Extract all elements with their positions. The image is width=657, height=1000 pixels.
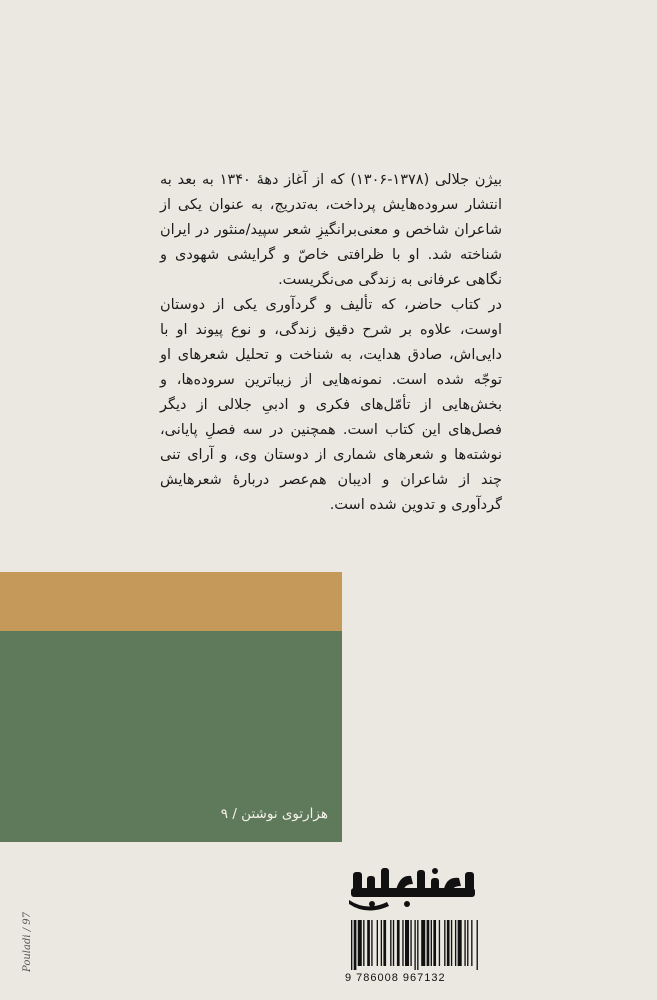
barcode-bar <box>390 920 391 966</box>
barcode-bars <box>345 920 530 970</box>
barcode-bar <box>458 920 462 966</box>
designer-signature <box>8 880 33 975</box>
barcode-bar <box>433 920 436 966</box>
barcode-bar <box>467 920 468 966</box>
isbn-barcode <box>345 920 530 978</box>
barcode-bar <box>354 920 357 970</box>
barcode-bar <box>417 920 418 970</box>
orange-color-band <box>0 572 342 631</box>
barcode-bar <box>421 920 425 966</box>
barcode-bar <box>405 920 409 966</box>
barcode-bar <box>410 920 411 966</box>
barcode-bar <box>397 920 400 966</box>
barcode-bar <box>377 920 378 966</box>
isbn-number: 9 786008 967132 <box>345 972 446 984</box>
barcode-bar <box>351 920 352 970</box>
barcode-bar <box>439 920 440 966</box>
barcode-bar <box>427 920 430 966</box>
barcode-bar <box>383 920 386 966</box>
barcode-bar <box>451 920 452 966</box>
barcode-bar <box>431 920 432 966</box>
barcode-bar <box>381 920 382 966</box>
barcode-bar <box>402 920 403 966</box>
barcode-bar <box>477 920 478 970</box>
signature-text: Pouladi / 97 <box>22 912 33 972</box>
blurb-paragraph-2: در کتاب حاضر، که تألیف و گردآوری یکی از دوستان اوست، علاوه بر شرح دقیق زندگی، و نوع پیوند او با دایی‌اش، صادق هدایت، به شناخت و تحلیل شعرهای او توجّه شده است. نمونه‌هایی از زیباترین سروده‌ها، و بخش‌هایی از تأمّل‌های فکری و ادبیِ جلالی از دیگر فصل‌های این کتاب است. همچنین در سه فصلِ پایانی، نوشته‌ها و شعرهای شماری از دوستان وی، و آرای تنی چند از شاعران و ادیبان هم‌عصر دربارۀ شعرهایش گردآوری و تدوین شده است. <box>160 297 502 513</box>
back-cover-blurb <box>160 168 502 518</box>
series-label: هزارتوی نوشتن / ۹ <box>220 806 328 822</box>
barcode-bar <box>464 920 465 966</box>
barcode-bar <box>471 920 472 966</box>
barcode-bar <box>414 920 415 970</box>
barcode-bar <box>455 920 456 966</box>
barcode-bar <box>447 920 450 966</box>
barcode-bar <box>358 920 362 966</box>
blurb-paragraph-1: بیژن جلالی (۱۳۷۸-۱۳۰۶) که از آغاز دهۀ ۱۳۴۰ به بعد به انتشار سروده‌هایش پرداخت، به‌تدریج، به عنوان یکی از شاعران شاخص و معنی‌برانگیزِ شعر سپید/منثور در ایران شناخته شد. او با ظرافتی خاصّ و گرایشی شهودی و نگاهی عرفانی به زندگی می‌نگریست. <box>160 172 502 288</box>
publisher-logo <box>347 866 479 914</box>
barcode-bar <box>363 920 364 966</box>
green-color-band <box>0 631 342 842</box>
barcode-bar <box>444 920 445 966</box>
barcode-bar <box>393 920 394 966</box>
barcode-bar <box>367 920 370 966</box>
barcode-bar <box>371 920 372 966</box>
